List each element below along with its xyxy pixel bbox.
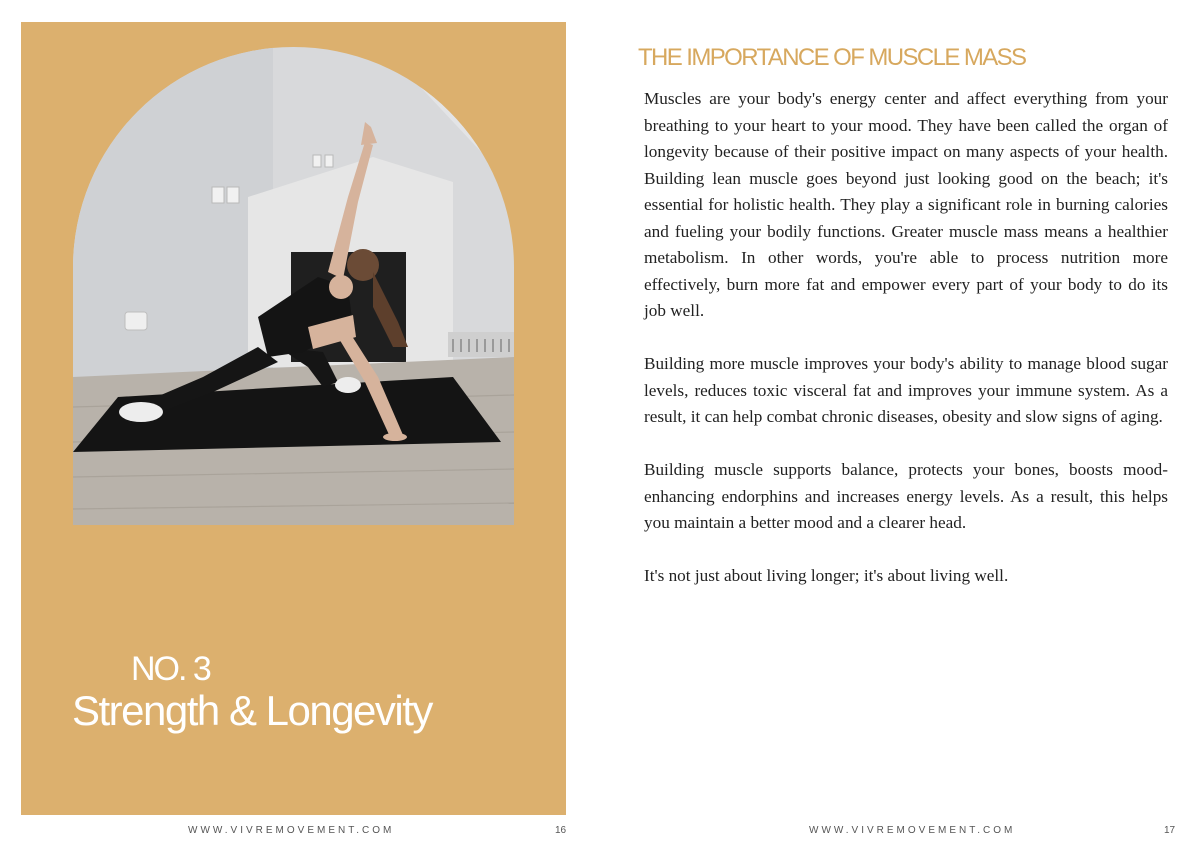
chapter-number: NO. 3	[131, 650, 210, 688]
chapter-cover-panel	[21, 22, 566, 815]
section-heading: THE IMPORTANCE OF MUSCLE MASS	[638, 44, 1026, 71]
paragraph: It's not just about living longer; it's about living well.	[644, 566, 1009, 585]
yoga-side-plank-photo-icon	[73, 47, 514, 525]
page-number-right: 17	[1164, 825, 1176, 836]
paragraph: Building muscle supports balance, protects your bones, boosts mood-enhancing endorphins and increases energy levels. As a result, this helps you maintain a better mood and a clearer head.	[644, 460, 1168, 532]
footer-url-right[interactable]: WWW.VIVREMOVEMENT.COM	[809, 825, 1016, 836]
body-text	[644, 86, 1168, 616]
paragraph: Muscles are your body's energy center and affect everything from your breathing to your heart to your mood. They have been called the organ of longevity because of their positive impact on many aspects of your health. Building lean muscle goes beyond just looking good on the beach; it's essential for holistic health. They play a significant role in burning calories and fueling your bodily functions. Greater muscle mass means a healthier metabolism. In other words, you're able to process nutrition more effectively, burn more fat and empower every part of your body to do its job well.	[644, 89, 1168, 320]
footer-url-left[interactable]: WWW.VIVREMOVEMENT.COM	[188, 825, 395, 836]
page-number-left: 16	[555, 825, 567, 836]
paragraph: Building more muscle improves your body's ability to manage blood sugar levels, reduces toxic visceral fat and improves your immune system. As a result, it can help combat chronic diseases, obesity and slow signs of aging.	[644, 354, 1168, 426]
chapter-title: Strength & Longevity	[72, 687, 432, 734]
arch-photo-frame	[73, 47, 514, 525]
